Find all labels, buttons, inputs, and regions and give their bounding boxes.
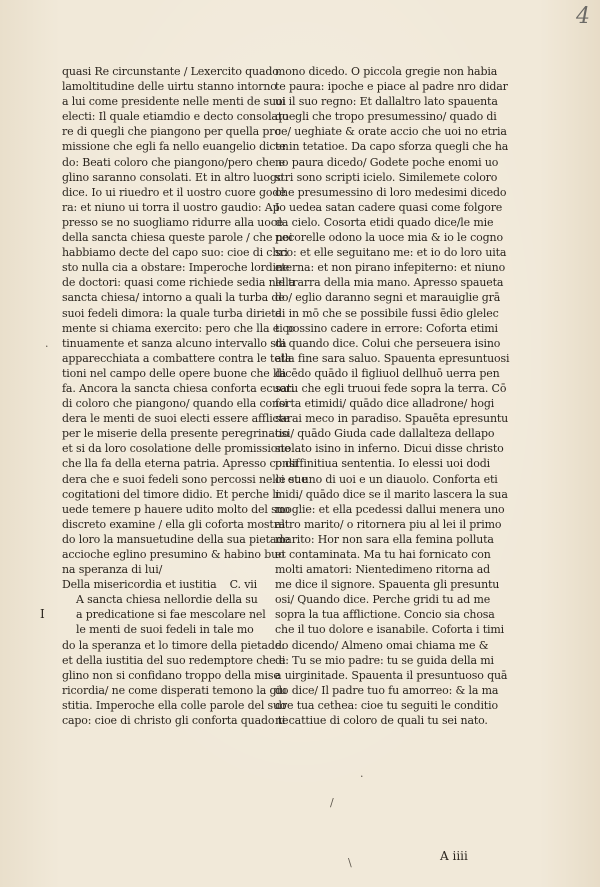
line-text: ti possino cadere in errore: Coforta etimi (275, 321, 498, 335)
line-text: ci et uno di uoi e un diauolo. Conforta eti (275, 472, 498, 486)
text-line (62, 532, 290, 547)
text-line (275, 532, 494, 547)
text-line (275, 109, 497, 124)
text-line (275, 64, 498, 79)
line-text: missione che egli fa nello euangelio dicen (62, 140, 289, 154)
folio-number: 4 (576, 4, 590, 29)
text-line (62, 124, 281, 139)
text-line (62, 366, 287, 381)
line-text: stri sono scripti icielo. Similemete coloro (275, 170, 498, 184)
line-text: apparecchiata a combattere contra le teta (62, 351, 292, 365)
text-line (62, 200, 280, 215)
text-line (275, 381, 507, 396)
text-line (62, 94, 286, 109)
text-line (62, 381, 295, 396)
text-line (275, 170, 498, 185)
text-line (275, 245, 507, 260)
text-line (275, 366, 500, 381)
text-line (62, 517, 286, 532)
line-text: cogitationi del timore didio. Et perche li (62, 487, 280, 501)
line-text: glino non si confidano troppo della mise (62, 668, 280, 682)
line-text: A sancta chiesa nellordie della su (76, 593, 258, 607)
left-lines (62, 64, 308, 577)
line-text: le trarra della mia mano. Apresso spaueta (275, 276, 504, 290)
line-text: do dice/ Il padre tuo fu amorreo: & la ma (275, 683, 499, 697)
text-line (62, 698, 287, 713)
text-line (275, 622, 505, 637)
line-text: eterna: et non pirano infepiterno: et niuno (275, 261, 506, 275)
line-text: mono dicedo. O piccola gregie non habia (275, 65, 498, 78)
text-line (275, 396, 495, 411)
text-line (275, 155, 499, 170)
line-text: quegli che tropo presumessino/ quado di (275, 110, 497, 124)
text-line (62, 321, 295, 336)
text-line (275, 426, 495, 441)
line-text: sto nulla cia a obstare: Imperoche lordine (62, 261, 290, 275)
text-line (275, 411, 509, 426)
line-text: do loro la mansuetudine della sua pietade (62, 532, 290, 546)
text-line (62, 547, 285, 562)
line-text: do: Beati coloro che piangono/pero che e (62, 155, 285, 169)
text-line (275, 260, 506, 275)
text-line (275, 668, 508, 683)
line-text: glino saranno consolati. Et in altro luogo (62, 170, 284, 184)
line-text: fa. Ancora la sancta chiesa conforta ecuori (62, 381, 295, 395)
text-line (275, 472, 498, 487)
line-text: osi/ Quando dice. Perche gridi tu ad me (275, 593, 491, 607)
line-text: sco: et elle seguitano me: et io do loro uita (275, 246, 507, 260)
text-line (40, 607, 266, 622)
line-text: di coloro che piangono/ quando ella consi (62, 397, 288, 411)
text-line (275, 592, 491, 607)
text-line (62, 441, 291, 456)
line-text: uede temere p hauere udito molto del suo (62, 502, 291, 516)
line-text: molti amatori: Nientedimeno ritorna ad (275, 563, 491, 577)
text-line (275, 200, 503, 215)
line-text: forta etimidi/ quādo dice alladrone/ hogi (275, 397, 495, 411)
margin-mark: · (45, 340, 49, 353)
line-text: che il tuo dolore e isanabile. Coforta i timi (275, 623, 505, 637)
text-line (62, 215, 284, 230)
text-line (62, 411, 290, 426)
chapter-title: Della misericordia et iustitia (62, 578, 217, 592)
line-text: do/ eglio daranno segni et marauiglie grā (275, 291, 501, 305)
line-text: che presumessino di loro medesimi dicedo (275, 185, 507, 199)
line-text: sarai meco in paradiso. Spauēta epresuntu (275, 412, 509, 426)
text-line (275, 290, 501, 305)
line-text: sopra la tua afflictione. Concio sia chosa (275, 608, 495, 622)
line-text: electi: Il quale etiamdio e decto consolato (62, 110, 289, 124)
text-line (275, 321, 498, 336)
line-text: altro marito/ o ritornera piu al lei il primo (275, 517, 502, 531)
line-text: da cielo. Cosorta etidi quado dice/le mie (275, 215, 494, 229)
line-text: stitia. Imperoche ella colle parole del suo (62, 698, 287, 712)
line-text: lamoltitudine delle uirtu stanno intorno (62, 80, 277, 94)
line-text: stolato isino in inferno. Dicui disse christo (275, 442, 504, 456)
line-text: ni cattiue di coloro de quali tu sei nato. (275, 714, 488, 728)
text-line (62, 502, 291, 517)
text-line (275, 638, 489, 653)
line-text: satu che egli truoui fede sopra la terra. Cō (275, 381, 507, 395)
line-text: te in tetatioe. Da capo sforza quegli che ha (275, 140, 509, 154)
line-text: dera che e suoi fedeli sono percossi nelle sue (62, 472, 308, 486)
line-text: di: Tu se mio padre: tu se guida della mi (275, 653, 494, 667)
text-line (275, 713, 488, 728)
line-text: a predicatione si fae mescolare nel (76, 608, 266, 622)
right-text-column (275, 64, 510, 728)
text-line (275, 351, 510, 366)
text-line (275, 79, 508, 94)
line-text: ce/ ueghiate & orate accio che uoi no etria (275, 125, 507, 139)
text-line (62, 64, 279, 79)
margin-mark: \ (348, 856, 352, 869)
text-line (275, 547, 491, 562)
line-text: per le miserie della presente peregrinatio (62, 427, 289, 441)
margin-mark: / (330, 796, 334, 809)
line-text: habbiamo decte del capo suo: cioe di chri (62, 246, 288, 260)
text-line (275, 441, 504, 456)
text-line (62, 245, 288, 260)
text-line (275, 683, 499, 698)
chapter-number: C. vii (229, 578, 257, 592)
margin-mark: · (360, 770, 364, 783)
line-text: de doctori: quasi come richiede sedia nella (62, 276, 296, 290)
text-line (62, 472, 308, 487)
text-line (275, 139, 509, 154)
line-text: a uirginitade. Spauenta il presuntuoso quā (275, 668, 508, 682)
line-text: et contaminata. Ma tu hai fornicato con (275, 548, 491, 561)
line-text: osi/ quādo Giuda cade dallalteza dellapo (275, 427, 495, 441)
text-line (62, 230, 293, 245)
line-text: le menti de suoi fedeli in tale mo (76, 623, 254, 637)
text-line (62, 185, 286, 200)
line-text: et della iustitia del suo redemptore che e (62, 653, 286, 667)
line-text: do dicendo/ Almeno omai chiama me & (275, 638, 489, 652)
text-line (62, 562, 265, 577)
line-text: a lui come presidente nelle menti de suoi (62, 95, 286, 109)
line-text: accioche eglino presumino & habino buo (62, 548, 285, 561)
text-line (275, 215, 494, 230)
line-text: do la speranza et lo timore della pietade: (62, 638, 285, 652)
line-text: di quando dice. Colui che perseuera isino (275, 336, 501, 350)
line-text: tioni nel campo delle opere buone che lla (62, 366, 287, 380)
text-line (275, 230, 503, 245)
text-line (62, 487, 280, 502)
line-text: no paura dicedo/ Godete poche enomi uo (275, 155, 499, 169)
line-text: sancta chiesa/ intorno a quali la turba de (62, 291, 285, 305)
line-text: p diffinitiua sententia. Io elessi uoi dodi (275, 457, 490, 471)
line-text: pecorelle odono la uoce mia & io le cogno (275, 231, 503, 245)
line-text: ricordia/ ne come disperati temono la giu (62, 683, 287, 697)
text-line (62, 592, 265, 607)
text-line (62, 683, 287, 698)
line-text: moglie: et ella pcedessi dallui menera uno (275, 502, 505, 516)
line-text: re di quegli che piangono per quella pro (62, 125, 281, 139)
line-text: te paura: ipoche e piace al padre nro didar (275, 80, 508, 94)
line-text: dera le menti de suoi electi essere afflicte (62, 412, 290, 426)
signature-mark: A iiii (440, 849, 468, 863)
text-line (62, 290, 285, 305)
line-text: di in mō che se possibile fussi ēdio glelec (275, 306, 499, 320)
line-text: quasi Re circunstante / Lexercito quado (62, 65, 279, 78)
text-line (62, 306, 282, 321)
text-line (62, 426, 289, 441)
text-line (275, 336, 501, 351)
line-text: midi/ quādo dice se il marito lascera la sua (275, 487, 508, 501)
text-line (62, 653, 286, 668)
text-line (275, 94, 498, 109)
line-text: dicēdo quādo il figliuol dellhuō uerra pen (275, 366, 500, 380)
line-text: Io uedea satan cadere quasi come folgore (275, 200, 503, 214)
line-text: dre tua cethea: cioe tu seguiti le conditio (275, 698, 498, 712)
text-line (275, 487, 508, 502)
text-line (62, 351, 292, 366)
text-line (62, 456, 298, 471)
text-line (275, 124, 507, 139)
line-text: mente si chiama exercito: pero che lla e co (62, 321, 295, 335)
line-text: alla fine sara saluo. Spauenta epresuntuosi (275, 351, 510, 365)
text-line (62, 668, 280, 683)
text-line (62, 713, 289, 728)
text-line (275, 698, 498, 713)
text-line (62, 139, 289, 154)
line-text: discreto examine / ella gli coforta mostra (62, 517, 286, 531)
text-line (275, 653, 494, 668)
text-line (62, 260, 290, 275)
text-line (275, 306, 499, 321)
text-line (275, 502, 505, 517)
text-line (62, 622, 265, 637)
line-text: marito: Hor non sara ella femina polluta (275, 532, 494, 546)
line-text: dice. Io ui riuedro et il uostro cuore gode (62, 185, 286, 199)
line-text: ra: et niuno ui torra il uostro gaudio: Ap (62, 200, 280, 214)
line-text: che lla fa della eterna patria. Apresso consi (62, 457, 298, 471)
text-line (275, 275, 504, 290)
line-text: suoi fedeli dimora: la quale turba dirieta (62, 306, 282, 320)
line-text: ui il suo regno: Et dallaltro lato spauenta (275, 95, 498, 109)
text-line (275, 562, 491, 577)
text-line (275, 517, 502, 532)
text-line (275, 456, 490, 471)
line-text: capo: cioe di christo gli conforta quado te (62, 714, 289, 728)
left-lines-after-heading (40, 592, 289, 728)
right-lines (275, 64, 510, 728)
line-text: na speranza di lui/ (62, 563, 163, 577)
text-line (275, 607, 495, 622)
left-text-column (40, 64, 308, 728)
text-line (62, 396, 288, 411)
text-line (275, 577, 500, 592)
text-line (62, 170, 284, 185)
line-text: tinuamente et sanza alcuno intervallo sta (62, 336, 287, 350)
text-line (62, 638, 285, 653)
text-line (62, 155, 285, 170)
drop-cap: I (40, 607, 45, 622)
chapter-heading (62, 577, 265, 592)
line-text: me dice il signore. Spauenta gli presuntu (275, 578, 500, 592)
line-text: della sancta chiesa queste parole / che noi (62, 231, 293, 245)
line-text: presso se no suogliamo ridurre alla uoce (62, 215, 284, 229)
text-line (62, 275, 296, 290)
text-line (275, 185, 507, 200)
text-line (62, 109, 289, 124)
line-text: et si da loro cosolatione delle promissione (62, 442, 291, 456)
text-line (62, 336, 287, 351)
text-line (62, 79, 277, 94)
